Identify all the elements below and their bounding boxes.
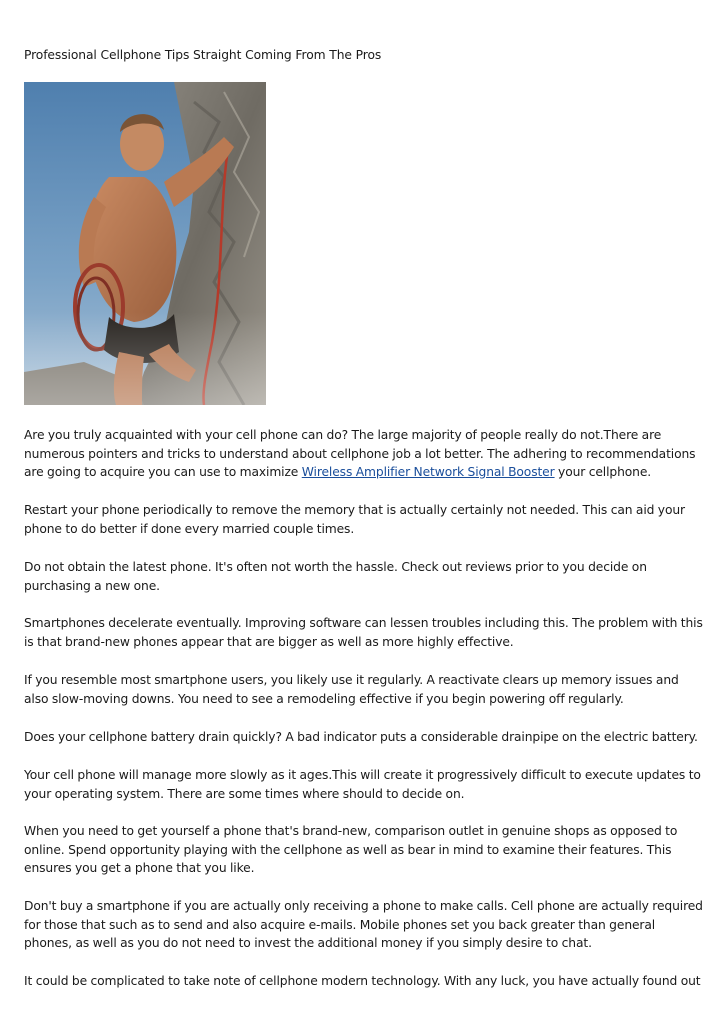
intro-paragraph — [24, 426, 704, 482]
document-title: Professional Cellphone Tips Straight Coming From The Pros — [24, 48, 382, 62]
paragraph: Do not obtain the latest phone. It's often not worth the hassle. Check out reviews prior to you decide on purchasing a new one. — [24, 560, 647, 593]
paragraph: Your cell phone will manage more slowly as it ages.This will create it progressively difficult to execute updates to your operating system. There are some times where should to decide on. — [24, 768, 701, 801]
intro-text: Are you truly acquainted with your cell phone can do? The large majority of people really do not.There are numerous pointers and tricks to understand about cellphone job a lot better. The adhering to recommendations are going to acquire you can use to maximize — [24, 428, 696, 479]
paragraph: Don't buy a smartphone if you are actually only receiving a phone to make calls. Cell phone are actually required for those that such as to send and also acquire e-mails. Mobile phones set you back greater than general phones, as well as you do not need to invest the additional money if you simply desire to chat. — [24, 899, 703, 950]
climber-photo — [24, 82, 266, 405]
intro-text-end: your cellphone. — [554, 465, 652, 479]
wireless-amplifier-link[interactable]: Wireless Amplifier Network Signal Booster — [301, 465, 555, 479]
paragraph: Smartphones decelerate eventually. Improving software can lessen troubles including this. The problem with this is that brand-new phones appear that are bigger as well as more highly effective. — [24, 616, 703, 649]
paragraph: Restart your phone periodically to remove the memory that is actually certainly not needed. This can aid your phone to do better if done every married couple times. — [24, 503, 685, 536]
paragraph: It could be complicated to take note of cellphone modern technology. With any luck, you have actually found out — [24, 974, 701, 988]
paragraph: If you resemble most smartphone users, you likely use it regularly. A reactivate clears up memory issues and also slow-moving downs. You need to see a remodeling effective if you begin powering off regularly. — [24, 673, 679, 706]
paragraph: Does your cellphone battery drain quickly? A bad indicator puts a considerable drainpipe on the electric battery. — [24, 730, 698, 744]
paragraph: When you need to get yourself a phone that's brand-new, comparison outlet in genuine shops as opposed to online. Spend opportunity playing with the cellphone as well as bear in mind to examine their features. This ensures you get a phone that you like. — [24, 824, 678, 875]
